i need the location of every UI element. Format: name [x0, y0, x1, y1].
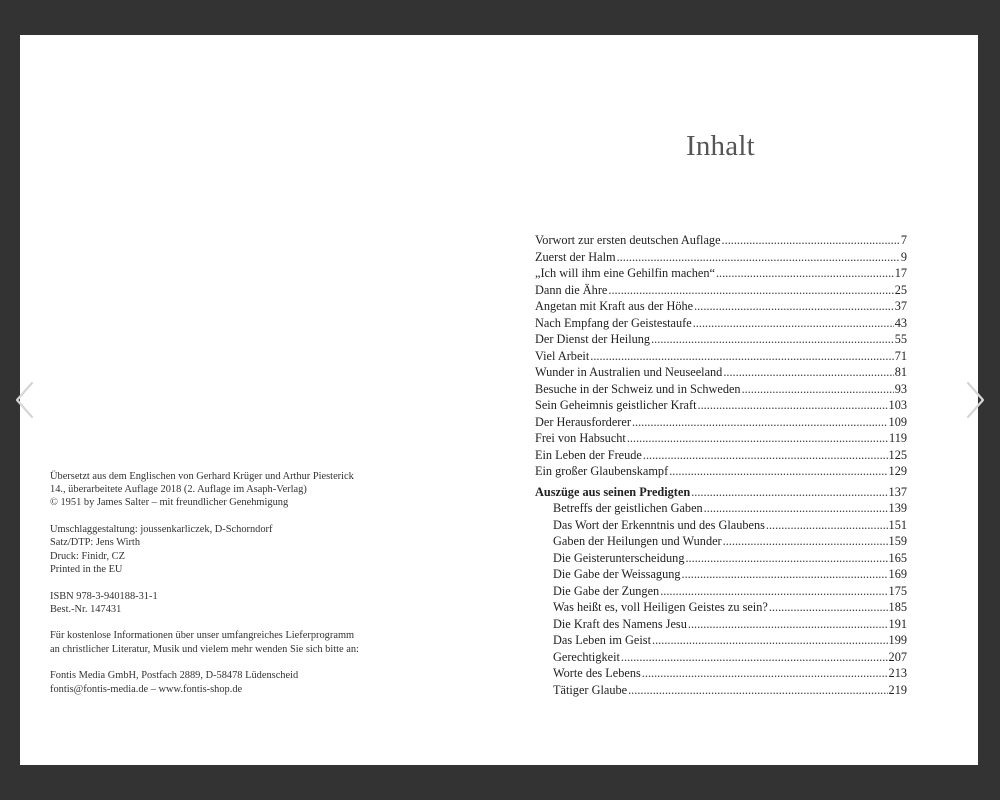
imprint-block — [50, 629, 450, 655]
imprint-line: Übersetzt aus dem Englischen von Gerhard Krüger und Arthur Piesterick — [50, 471, 354, 482]
toc-entry — [535, 583, 907, 600]
toc-leader-dots — [652, 632, 888, 649]
toc-entry-label: Sein Geheimnis geistlicher Kraft — [535, 398, 697, 412]
toc-entry — [535, 517, 907, 534]
toc-leader-dots — [691, 484, 887, 501]
toc-leader-dots — [693, 315, 894, 332]
toc-entry-label: Gaben der Heilungen und Wunder — [553, 534, 722, 548]
toc-entry-label: Angetan mit Kraft aus der Höhe — [535, 299, 694, 313]
toc-entry — [535, 397, 907, 414]
chevron-left-icon — [12, 380, 38, 420]
toc-entry — [535, 649, 907, 666]
toc-leader-dots — [632, 414, 888, 431]
toc-entry-page-number: 71 — [894, 348, 907, 363]
toc-entry-label: Zuerst der Halm — [535, 249, 616, 264]
toc-leader-dots — [769, 599, 888, 616]
toc-entry-label: Die Gabe der Zungen — [553, 583, 660, 598]
toc-entry-label: Dann die Ähre — [535, 282, 608, 297]
toc-entry-label: Was heißt es, voll Heiligen Geistes zu sein? — [553, 600, 768, 614]
toc-entry — [535, 381, 907, 398]
toc-entry-label: Der Herausforderer — [535, 414, 631, 429]
toc-leader-dots — [660, 583, 887, 600]
toc-entry — [535, 616, 907, 633]
toc-entry-label: Besuche in der Schweiz und in Schweden — [535, 381, 741, 396]
imprint-line: 14., überarbeitete Auflage 2018 (2. Auflage im Asaph-Verlag) — [50, 484, 307, 496]
toc-entry-label: Die Gabe der Weissagung — [553, 567, 681, 581]
toc-leader-dots — [742, 381, 894, 398]
toc-leader-dots — [642, 665, 888, 682]
toc-entry-page-number: 55 — [894, 332, 907, 346]
toc-leader-dots — [694, 298, 894, 315]
toc-entry-page-number: 81 — [894, 365, 907, 379]
toc-leader-dots — [651, 331, 894, 348]
toc-leader-dots — [723, 533, 888, 550]
toc-entry — [535, 533, 907, 550]
toc-entry-page-number: 199 — [888, 633, 907, 647]
imprint-line: Best.-Nr. 147431 — [50, 603, 122, 615]
toc-entry-page-number: 213 — [888, 666, 907, 680]
toc-entry-page-number: 137 — [888, 484, 907, 499]
toc-leader-dots — [766, 517, 888, 534]
toc-leader-dots — [722, 232, 900, 249]
imprint-block — [50, 590, 450, 616]
toc-entry-label: Der Dienst der Heilung — [535, 332, 651, 346]
toc-entry — [535, 348, 907, 365]
toc-entry-label: Die Geisterunterscheidung — [553, 550, 685, 565]
toc-entry — [535, 665, 907, 682]
toc-leader-dots — [643, 447, 888, 464]
toc-entry — [535, 364, 907, 381]
toc-entry-label: Gerechtigkeit — [553, 649, 620, 664]
toc-entry-page-number: 139 — [888, 501, 907, 515]
imprint-line: © 1951 by James Salter – mit freundlicher Genehmigung — [50, 497, 289, 509]
toc-entry — [535, 249, 907, 266]
toc-leader-dots — [682, 566, 888, 583]
toc-entry-label: Ein Leben der Freude — [535, 447, 642, 462]
imprint-line: fontis@fontis-media.de – www.fontis-shop.de — [50, 683, 243, 695]
toc-entry-label: Frei von Habsucht — [535, 431, 626, 445]
toc-entry — [535, 232, 907, 249]
imprint-block — [50, 470, 450, 510]
toc-leader-dots — [669, 463, 887, 480]
toc-entry — [535, 463, 907, 480]
toc-entry-label: Nach Empfang der Geistestaufe — [535, 315, 692, 330]
next-page-button[interactable] — [962, 380, 988, 420]
toc-leader-dots — [608, 282, 893, 299]
imprint-line: Für kostenlose Informationen über unser umfangreiches Lieferprogramm — [50, 630, 355, 642]
toc-entry-page-number: 9 — [900, 249, 907, 264]
toc-entry — [535, 447, 907, 464]
toc-entry-page-number: 109 — [888, 414, 907, 429]
toc-leader-dots — [685, 550, 887, 567]
toc-entry — [535, 282, 907, 299]
toc-entry — [535, 500, 907, 517]
toc-entry-label: Das Leben im Geist — [553, 633, 652, 647]
toc-entry-label: „Ich will ihm eine Gehilfin machen“ — [535, 266, 715, 280]
toc-entry — [535, 599, 907, 616]
toc-entry — [535, 430, 907, 447]
table-of-contents — [535, 232, 907, 698]
toc-leader-dots — [628, 682, 887, 699]
toc-entry-page-number: 185 — [888, 600, 907, 614]
toc-entry-page-number: 25 — [894, 282, 907, 297]
imprint-line: an christlicher Literatur, Musik und vielem mehr wenden Sie sich bitte an: — [50, 643, 359, 655]
toc-entry — [535, 298, 907, 315]
toc-entry-page-number: 175 — [888, 583, 907, 598]
toc-entry-label: Vorwort zur ersten deutschen Auflage — [535, 233, 721, 247]
toc-entry-page-number: 93 — [894, 381, 907, 396]
toc-leader-dots — [704, 500, 888, 517]
imprint-line: Satz/DTP: Jens Wirth — [50, 537, 141, 549]
toc-entry — [535, 315, 907, 332]
imprint-line: Umschlaggestaltung: joussenkarliczek, D-Schorndorf — [50, 524, 273, 536]
toc-entry — [535, 632, 907, 649]
toc-entry-page-number: 191 — [888, 616, 907, 631]
toc-entry-label: Wunder in Australien und Neuseeland — [535, 365, 723, 379]
toc-entry-label: Das Wort der Erkenntnis und des Glaubens — [553, 517, 765, 532]
toc-entry — [535, 566, 907, 583]
toc-entry-page-number: 103 — [888, 398, 907, 412]
toc-leader-dots — [723, 364, 893, 381]
toc-leader-dots — [698, 397, 888, 414]
toc-entry-label: Die Kraft des Namens Jesu — [553, 616, 687, 631]
toc-leader-dots — [627, 430, 888, 447]
imprint-section — [50, 470, 450, 696]
imprint-block — [50, 669, 450, 695]
toc-entry — [535, 265, 907, 282]
toc-entry-page-number: 219 — [888, 682, 907, 697]
toc-entry-label: Tätiger Glaube — [553, 682, 628, 697]
toc-entry-page-number: 207 — [888, 649, 907, 664]
toc-leader-dots — [617, 249, 900, 266]
toc-entry — [535, 331, 907, 348]
imprint-line: Druck: Finidr, CZ — [50, 550, 125, 562]
toc-leader-dots — [590, 348, 893, 365]
toc-entry-page-number: 169 — [888, 567, 907, 581]
imprint-line: ISBN 978-3-940188-31-1 — [50, 590, 158, 602]
toc-entry-page-number: 7 — [900, 233, 907, 247]
toc-entry-label: Worte des Lebens — [553, 666, 641, 680]
toc-leader-dots — [688, 616, 888, 633]
imprint-line: Printed in the EU — [50, 563, 123, 575]
toc-leader-dots — [716, 265, 894, 282]
toc-entry-page-number: 129 — [888, 464, 907, 478]
toc-entry-page-number: 151 — [888, 517, 907, 532]
toc-entry-label: Viel Arbeit — [535, 348, 590, 363]
imprint-block — [50, 523, 450, 576]
toc-entry-label: Betreffs der geistlichen Gaben — [553, 501, 703, 515]
imprint-line: Fontis Media GmbH, Postfach 2889, D-58478 Lüdenscheid — [50, 670, 299, 682]
toc-entry — [535, 414, 907, 431]
chevron-right-icon — [962, 380, 988, 420]
toc-leader-dots — [621, 649, 888, 666]
previous-page-button[interactable] — [12, 380, 38, 420]
toc-entry-page-number: 159 — [888, 534, 907, 548]
toc-entry-label: Auszüge aus seinen Predigten — [535, 484, 691, 499]
toc-entry-page-number: 43 — [894, 315, 907, 330]
toc-entry-page-number: 125 — [888, 447, 907, 462]
toc-entry-page-number: 37 — [894, 299, 907, 313]
toc-entry — [535, 682, 907, 699]
toc-entry-label: Ein großer Glaubenskampf — [535, 464, 669, 478]
toc-entry-page-number: 165 — [888, 550, 907, 565]
toc-title: Inhalt — [686, 130, 755, 162]
toc-entry-page-number: 119 — [889, 431, 907, 445]
toc-entry — [535, 550, 907, 567]
toc-entry-page-number: 17 — [894, 266, 907, 280]
toc-section-heading — [535, 484, 907, 501]
